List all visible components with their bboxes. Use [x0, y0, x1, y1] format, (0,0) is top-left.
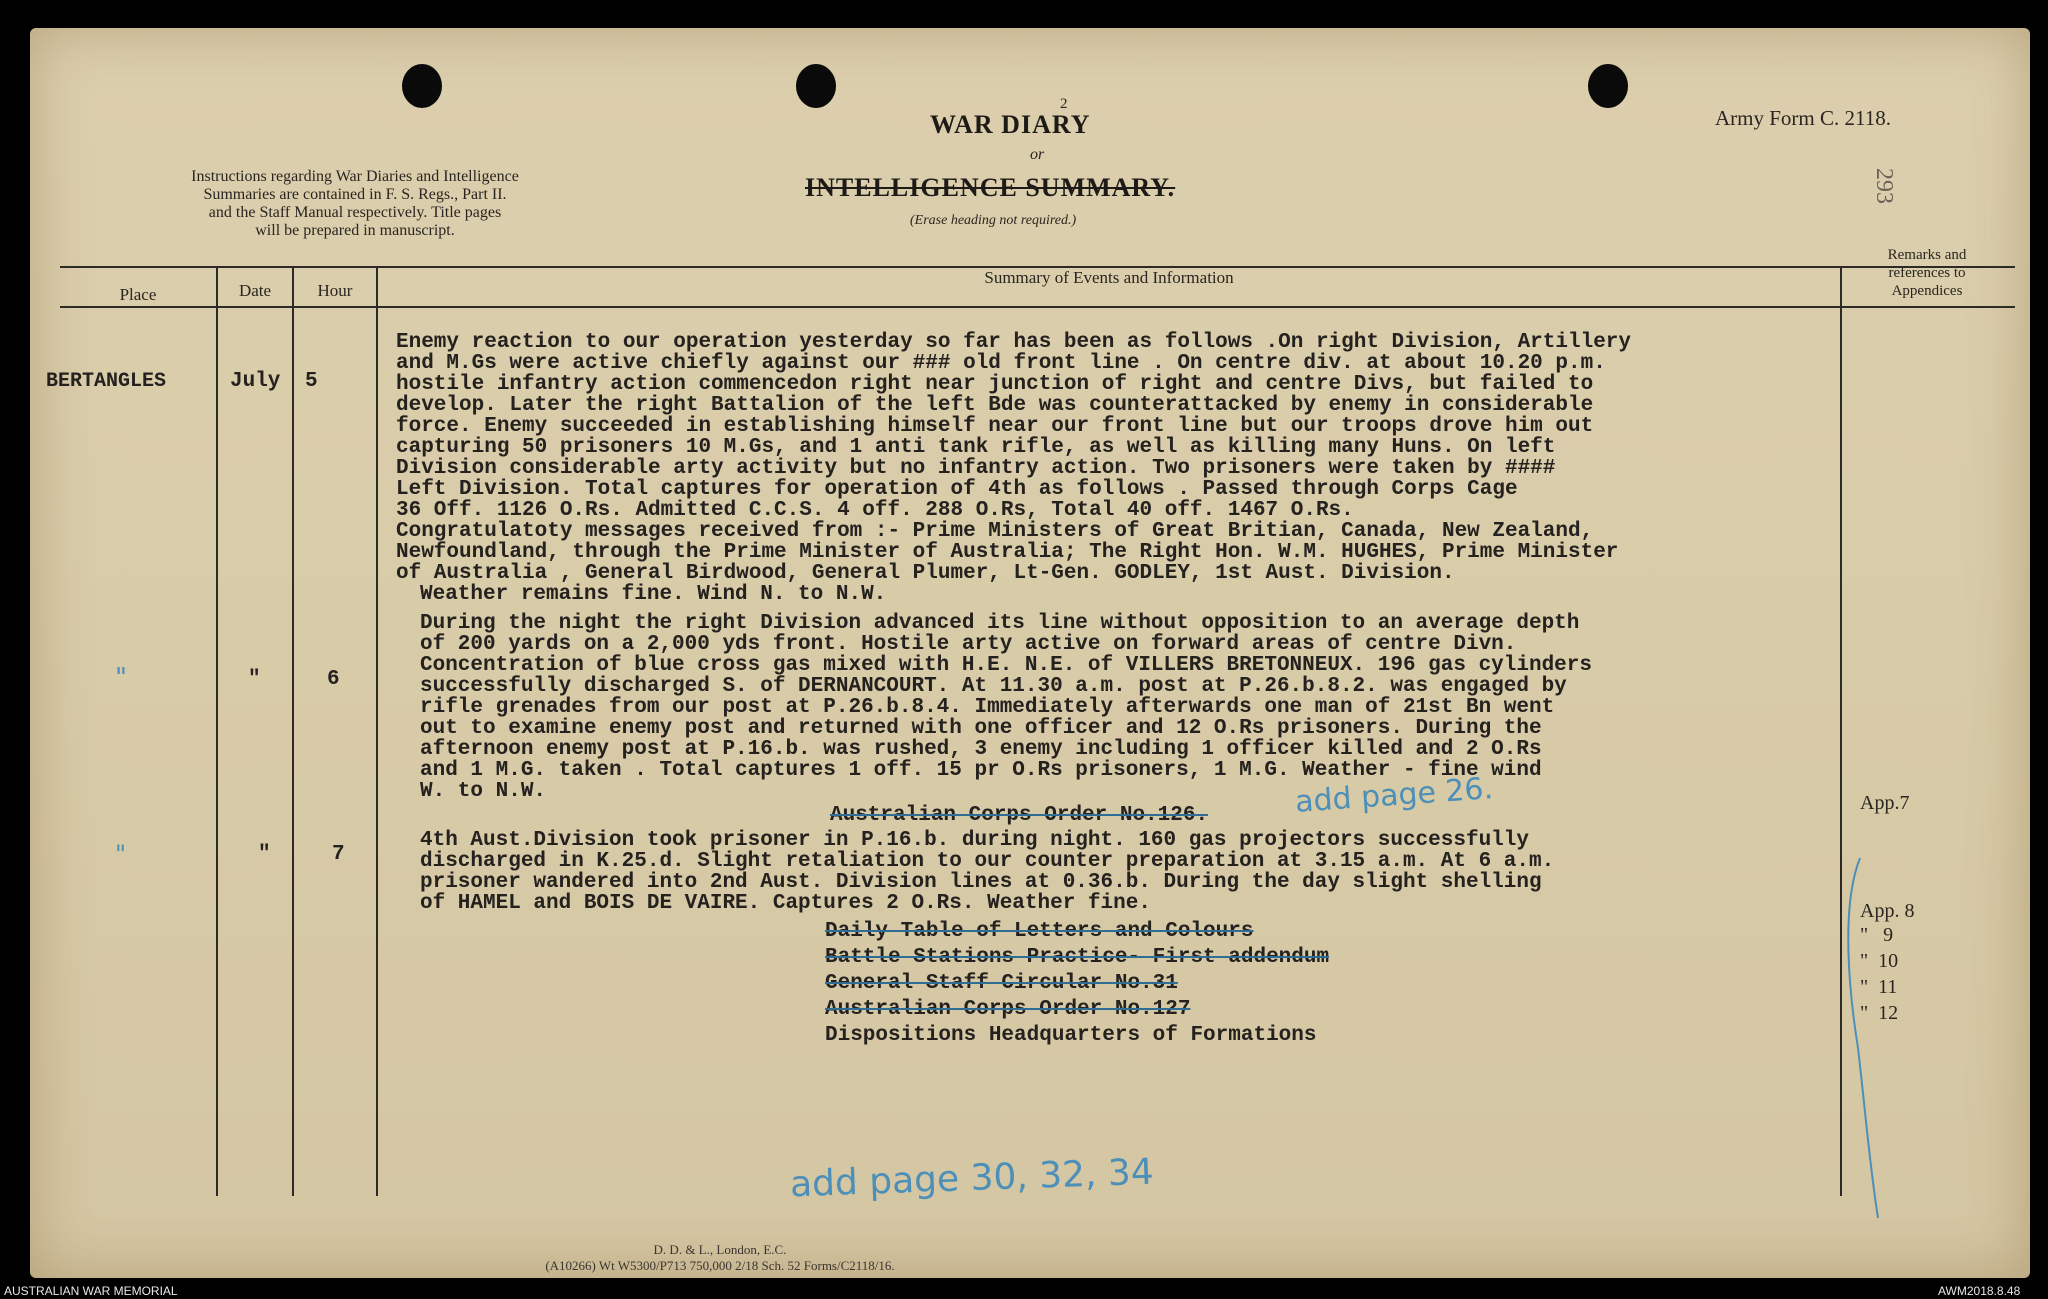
remarks-header-line: references to — [1888, 265, 1966, 281]
entry-hour: 6 — [327, 668, 340, 691]
instructions-line: Instructions regarding War Diaries and Intelligence — [191, 168, 519, 185]
instructions-line: Summaries are contained in F. S. Regs., Part II. — [203, 186, 507, 203]
entry-line: 36 Off. 1126 O.Rs. Admitted C.C.S. 4 off. 288 O.Rs, Total 40 off. 1467 O.Rs. — [396, 499, 1354, 522]
entry-line: capturing 50 prisoners 10 M.Gs, and 1 anti tank rifle, as well as killing many Huns. On left — [396, 436, 1556, 459]
remarks-header-line: Appendices — [1891, 283, 1963, 299]
appendix-line: Battle Stations Practice- First addendum — [825, 946, 1330, 969]
appendix-ref: " 10 — [1860, 950, 1899, 972]
entry-date: " — [258, 843, 271, 866]
remarks-header-line: Remarks and — [1887, 247, 1967, 263]
form-title-intelligence-summary: INTELLIGENCE SUMMARY. — [805, 173, 1176, 202]
entry-line: and M.Gs were active chiefly against our ### old front line . On centre div. at about 10.20 p.m. — [396, 352, 1606, 375]
entry-line: Concentration of blue cross gas mixed with H.E. N.E. of VILLERS BRETONNEUX. 196 gas cylinders — [420, 654, 1592, 677]
entry-line: Division considerable arty activity but no infantry action. Two prisoners were taken by #### — [396, 457, 1556, 480]
imprint-line: (A10266) Wt W5300/P713 750,000 2/18 Sch. 52 Forms/C2118/16. — [545, 1258, 895, 1273]
entry-line: afternoon enemy post at P.16.b. was rushed, 3 enemy including 1 officer killed and 2 O.Rs — [420, 738, 1542, 761]
entry-line: develop. Later the right Battalion of the left Bde was counterattacked by enemy in considerable — [396, 394, 1594, 417]
entry-date: " — [248, 668, 261, 691]
handwritten-page-number: 293 — [1871, 168, 1897, 204]
appendix-line: Dispositions Headquarters of Formations — [825, 1024, 1317, 1047]
entry-line: out to examine enemy post and returned with one officer and 12 O.Rs prisoners. During the — [420, 717, 1542, 740]
punch-hole — [402, 64, 442, 108]
entry-line: and 1 M.G. taken . Total captures 1 off. 15 pr O.Rs prisoners, 1 M.G. Weather - fine wind — [420, 759, 1542, 782]
entry-line: of HAMEL and BOIS DE VAIRE. Captures 2 O.Rs. Weather fine. — [420, 892, 1151, 915]
appendix-line: Australian Corps Order No.127 — [825, 998, 1191, 1021]
entry-line: hostile infantry action commencedon right near junction of right and centre Divs, but failed to — [396, 373, 1594, 396]
entry-hour: 5 — [305, 370, 318, 393]
appendix-line: Daily Table of Letters and Colours — [825, 920, 1254, 943]
entry-line: During the night the right Division advanced its line without opposition to an average depth — [420, 612, 1580, 635]
entry-date: July — [230, 370, 281, 393]
entry-line: Congratulatoty messages received from :- Prime Ministers of Great Britian, Canada, New Zealand, — [396, 520, 1594, 543]
entry-line: of 200 yards on a 2,000 yds front. Hostile arty active on forward areas of centre Divn. — [420, 633, 1517, 656]
handwritten-note: add page 30, 32, 34 — [789, 1151, 1155, 1206]
appendix-ref: App.7 — [1860, 792, 1910, 814]
entry-place: " — [115, 840, 127, 868]
appendix-line: General Staff Circular No.31 — [825, 972, 1178, 995]
form-title-or: or — [1030, 146, 1045, 163]
erase-heading-note: (Erase heading not required.) — [910, 213, 1077, 228]
column-header-place: Place — [119, 285, 157, 304]
punch-hole — [796, 64, 836, 108]
entry-line: force. Enemy succeeded in establishing himself near our front line but our troops drove him out — [396, 415, 1594, 438]
entry-line: rifle grenades from our post at P.26.b.8.4. Immediately afterwards one man of 21st Bn went — [420, 696, 1555, 719]
entry-hour: 7 — [332, 843, 345, 866]
entry-place: " — [115, 663, 127, 693]
entry-line: W. to N.W. — [420, 780, 547, 803]
entry-line: Newfoundland, through the Prime Minister of Australia; The Right Hon. W.M. HUGHES, Prime Minister — [396, 541, 1619, 564]
archive-credit: AUSTRALIAN WAR MEMORIAL — [4, 1284, 178, 1298]
column-header-date: Date — [238, 281, 272, 300]
column-divider — [216, 266, 218, 1196]
entry-line: of Australia , General Birdwood, General Plumer, Lt-Gen. GODLEY, 1st Aust. Division. — [396, 562, 1455, 585]
imprint-line: D. D. & L., London, E.C. — [653, 1242, 787, 1257]
handwritten-note: add page 26. — [1294, 771, 1495, 820]
column-header-remarks — [1842, 246, 2012, 300]
appendix-line: Australian Corps Order No.126. — [830, 804, 1209, 827]
pen-bracket — [1830, 848, 1890, 1228]
appendix-ref: " 12 — [1860, 1002, 1899, 1024]
appendix-ref: App. 8 — [1860, 900, 1915, 922]
page-number-small: 2 — [1060, 96, 1068, 112]
column-header-hour: Hour — [317, 281, 353, 300]
appendix-ref: " 11 — [1860, 976, 1898, 998]
entry-line: Weather remains fine. Wind N. to N.W. — [420, 583, 887, 606]
army-form-label: Army Form C. 2118. — [1715, 106, 1891, 130]
appendix-ref: " 9 — [1860, 924, 1894, 946]
archive-accession: AWM2018.8.48 — [1938, 1284, 2021, 1298]
column-divider — [376, 266, 378, 1196]
entry-line: successfully discharged S. of DERNANCOURT. At 11.30 a.m. post at P.26.b.8.2. was engaged by — [420, 675, 1567, 698]
table-header-rule — [60, 306, 2015, 308]
entry-line: 4th Aust.Division took prisoner in P.16.b. during night. 160 gas projectors successfully — [420, 829, 1529, 852]
printer-imprint — [450, 1242, 990, 1274]
column-divider — [292, 266, 294, 1196]
entry-line: prisoner wandered into 2nd Aust. Division lines at 0.36.b. During the day slight shelling — [420, 871, 1542, 894]
entry-line: Left Division. Total captures for operation of 4th as follows . Passed through Corps Cage — [396, 478, 1518, 501]
entry-line: Enemy reaction to our operation yesterday so far has been as follows .On right Division, Artillery — [396, 331, 1632, 354]
entry-line: discharged in K.25.d. Slight retaliation to our counter preparation at 3.15 a.m. At 6 a.m. — [420, 850, 1555, 873]
diary-page — [30, 28, 2030, 1278]
instructions-line: and the Staff Manual respectively. Title pages — [208, 204, 502, 221]
instructions-block — [105, 168, 605, 240]
instructions-line: will be prepared in manuscript. — [255, 222, 455, 239]
punch-hole — [1588, 64, 1628, 108]
form-title-war-diary: WAR DIARY — [930, 110, 1091, 139]
column-header-summary: Summary of Events and Information — [984, 268, 1234, 287]
entry-place: BERTANGLES — [46, 370, 167, 393]
